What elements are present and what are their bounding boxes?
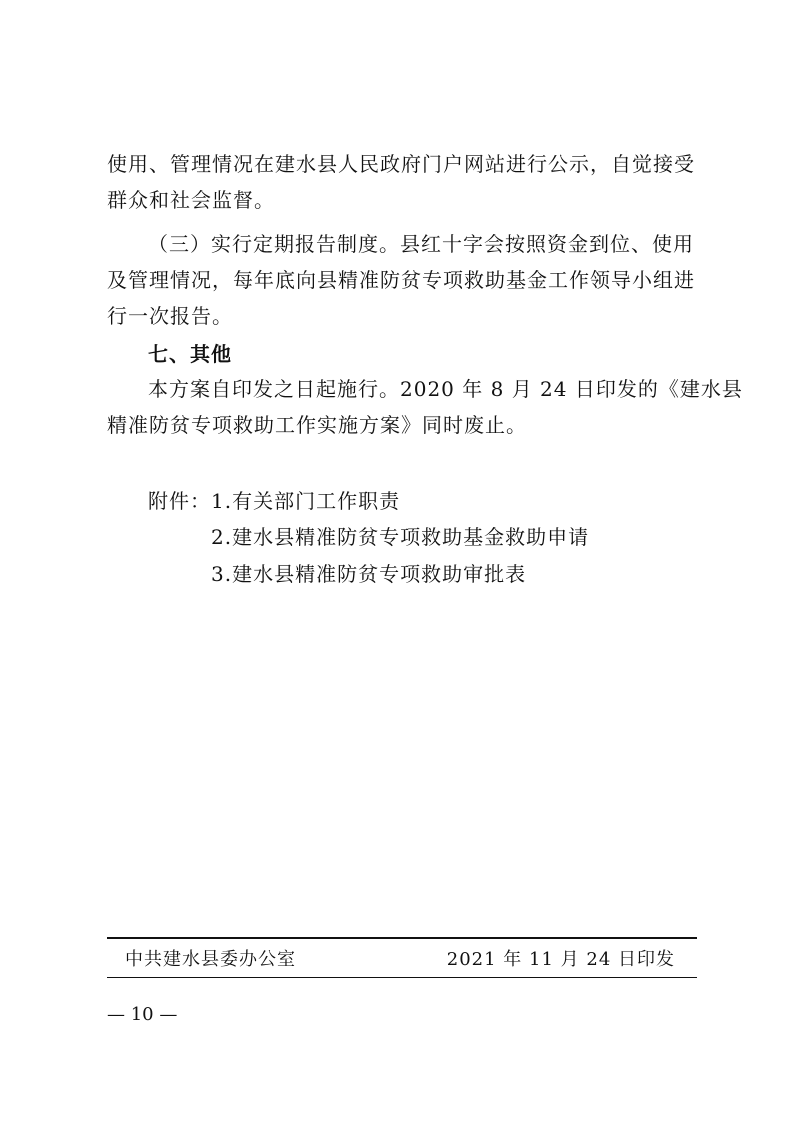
section-heading: 七、其他: [148, 342, 232, 366]
body-line-2: 群众和社会监督。: [107, 188, 275, 212]
attachment-item-2: 2.建水县精准防贫专项救助基金救助申请: [211, 525, 590, 549]
footer-bottom-rule: [107, 977, 697, 978]
attachment-item-3: 3.建水县精准防贫专项救助审批表: [211, 562, 527, 586]
body-line-8: 精准防贫专项救助工作实施方案》同时废止。: [107, 413, 527, 437]
attachment-label: 附件：: [148, 489, 211, 513]
body-line-4: 及管理情况，每年底向县精准防贫专项救助基金工作领导小组进: [107, 268, 695, 292]
body-line-1: 使用、管理情况在建水县人民政府门户网站进行公示，自觉接受: [107, 152, 695, 176]
footer-date: 2021 年 11 月 24 日印发: [446, 949, 675, 970]
body-line-7: 本方案自印发之日起施行。2020 年 8 月 24 日印发的《建水县: [148, 377, 743, 401]
page-number: — 10 —: [107, 1004, 178, 1025]
body-line-3: （三）实行定期报告制度。县红十字会按照资金到位、使用: [148, 232, 694, 256]
attachment-item-1: 1.有关部门工作职责: [211, 489, 401, 513]
footer-issuer: 中共建水县委办公室: [125, 949, 296, 970]
footer-top-rule: [107, 937, 697, 939]
body-line-5: 行一次报告。: [107, 304, 233, 328]
